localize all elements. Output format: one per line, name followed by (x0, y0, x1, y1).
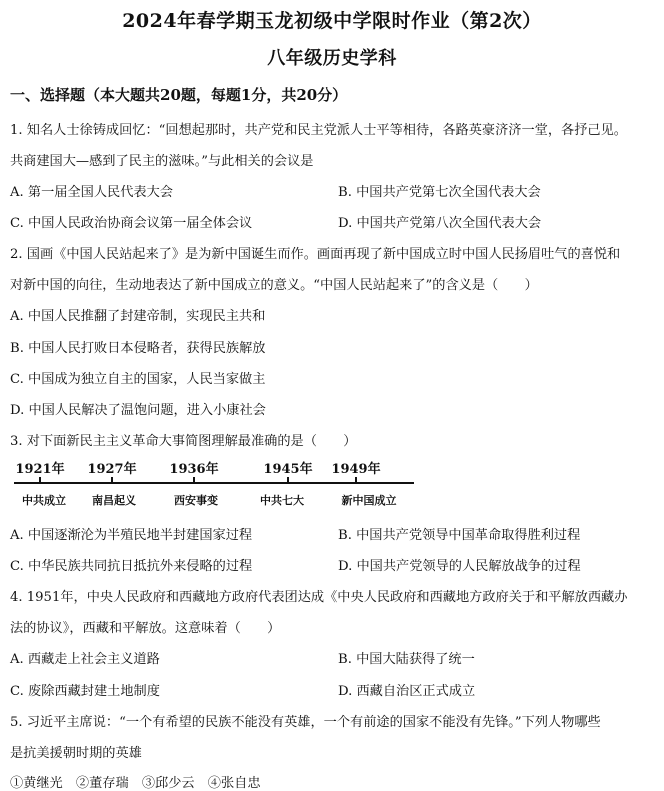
q2-stem-line1: 2. 国画《中国人民站起来了》是为新中国诞生而作。画面再现了新中国成立时中国人民扬眉吐气的喜悦和 (10, 247, 621, 262)
q3-option-a: A. 中国逐渐沦为半殖民地半封建国家过程 (10, 528, 253, 543)
revolution-timeline (14, 458, 416, 514)
timeline-event-prc-founding: 新中国成立 (341, 494, 397, 507)
document-title: 2024年春学期玉龙初级中学限时作业（第2次） (122, 10, 542, 32)
q5-stem-line2: 是抗美援朝时期的英雄 (10, 746, 142, 761)
q1-option-c: C. 中国人民政治协商会议第一届全体会议 (10, 216, 253, 231)
q3-stem-line1: 3. 对下面新民主主义革命大事简图理解最准确的是（ ） (10, 434, 357, 449)
q1-option-d: D. 中国共产党第八次全国代表大会 (338, 216, 542, 231)
q4-option-d: D. 西藏自治区正式成立 (338, 684, 476, 699)
q4-option-a: A. 西藏走上社会主义道路 (10, 652, 160, 667)
q2-option-b: B. 中国人民打败日本侵略者，获得民族解放 (10, 341, 266, 356)
q4-option-c: C. 废除西藏封建土地制度 (10, 684, 160, 699)
q2-option-d: D. 中国人民解决了温饱问题，进入小康社会 (10, 403, 266, 418)
timeline-event-seventh-congress: 中共七大 (260, 494, 304, 507)
q1-option-a: A. 第一届全国人民代表大会 (10, 185, 173, 200)
q3-option-c: C. 中华民族共同抗日抵抗外来侵略的过程 (10, 559, 253, 574)
timeline-event-xian-incident: 西安事变 (174, 494, 218, 507)
q2-option-a: A. 中国人民推翻了封建帝制，实现民主共和 (10, 309, 266, 324)
q2-option-c: C. 中国成为独立自主的国家，人民当家做主 (10, 372, 266, 387)
timeline-event-nanchang-uprising: 南昌起义 (92, 494, 136, 507)
timeline-year-1936: 1936年 (169, 462, 219, 477)
q2-stem-line2: 对新中国的向往，生动地表达了新中国成立的意义。“中国人民站起来了”的含义是（ ） (10, 278, 538, 293)
q3-option-b: B. 中国共产党领导中国革命取得胜利过程 (338, 528, 581, 543)
q4-option-b: B. 中国大陆获得了统一 (338, 652, 475, 667)
q1-stem-line1: 1. 知名人士徐铸成回忆：“回想起那时，共产党和民主党派人士平等相待，各路英豪济济一堂，各抒己见。 (10, 123, 627, 138)
timeline-year-1921: 1921年 (15, 462, 65, 477)
document-subtitle: 八年级历史学科 (267, 48, 397, 69)
timeline-year-1949: 1949年 (331, 462, 381, 477)
section-heading: 一、选择题（本大题共20题，每题1分，共20分） (10, 86, 348, 104)
q4-stem-line2: 法的协议》，西藏和平解放。这意味着（ ） (10, 621, 281, 636)
q3-option-d: D. 中国共产党领导的人民解放战争的过程 (338, 559, 581, 574)
q1-stem-line2: 共商建国大—感到了民主的滋味。”与此相关的会议是 (10, 154, 314, 169)
q5-items: ①黄继光 ②董存瑞 ③邱少云 ④张自忠 (10, 776, 261, 791)
timeline-year-1945: 1945年 (263, 462, 313, 477)
q4-stem-line1: 4. 1951年，中央人民政府和西藏地方政府代表团达成《中央人民政府和西藏地方政府关于和平解放西藏办 (10, 590, 628, 605)
timeline-year-1927: 1927年 (87, 462, 137, 477)
timeline-event-party-founding: 中共成立 (22, 494, 66, 507)
q1-option-b: B. 中国共产党第七次全国代表大会 (338, 185, 541, 200)
q5-stem-line1: 5. 习近平主席说：“一个有希望的民族不能没有英雄，一个有前途的国家不能没有先锋。”下列人物哪些 (10, 715, 601, 730)
